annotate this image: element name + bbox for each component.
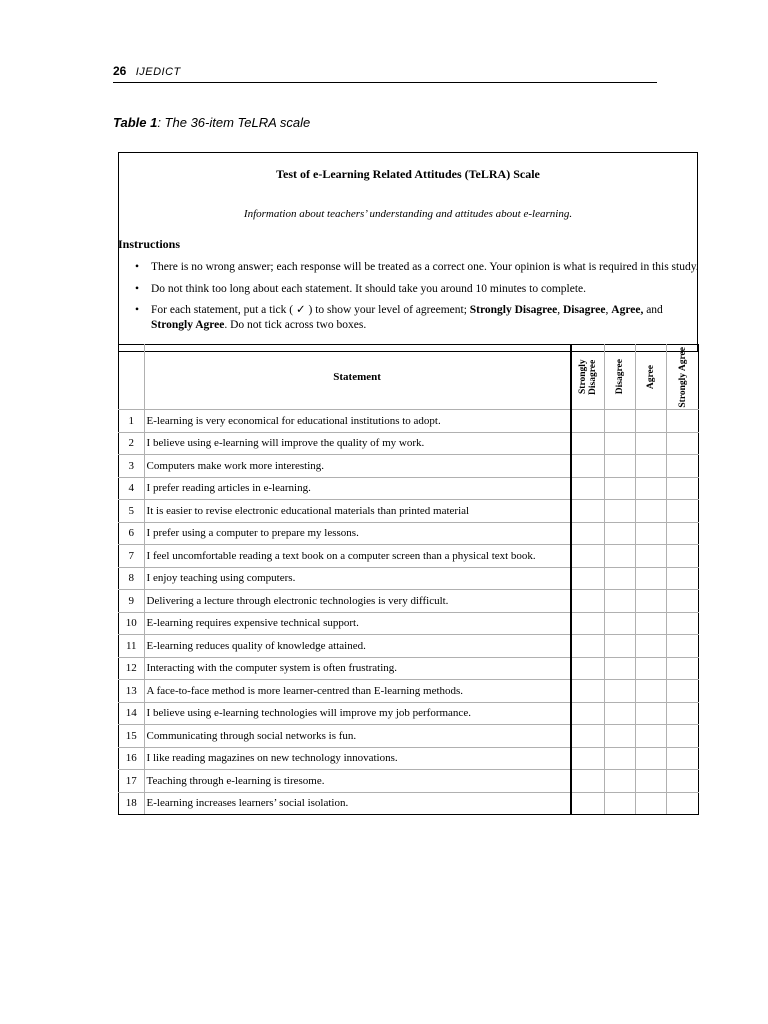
strongly-disagree-cell[interactable] [571, 432, 604, 455]
label-strongly-agree: Strongly Agree [151, 319, 225, 331]
disagree-label: Disagree [614, 359, 625, 395]
row-statement-cell [144, 770, 571, 793]
row-number: 13 [119, 680, 145, 703]
row-statement: E-learning increases learners’ social isolation. [146, 797, 349, 810]
disagree-cell[interactable] [604, 545, 635, 568]
strongly-disagree-cell[interactable] [571, 612, 604, 635]
strongly-disagree-cell[interactable] [571, 567, 604, 590]
row-statement-cell [144, 680, 571, 703]
agree-label: Agree [646, 364, 657, 390]
table-caption [113, 115, 310, 130]
strongly-disagree-cell[interactable] [571, 590, 604, 613]
instructions-box [118, 152, 698, 352]
table-row [119, 725, 699, 748]
row-statement: Communicating through social networks is fun. [146, 729, 357, 742]
bullet-icon: • [135, 304, 140, 316]
strongly-agree-cell[interactable] [667, 702, 699, 725]
strongly-agree-cell[interactable] [667, 770, 699, 793]
agree-header [635, 345, 666, 410]
disagree-header [604, 345, 635, 410]
strongly-agree-cell[interactable] [667, 567, 699, 590]
instruction-text-3-end: . Do not tick across two boxes. [224, 319, 367, 331]
agree-cell[interactable] [635, 522, 666, 545]
sep-1: , [557, 304, 563, 316]
bullet-icon: • [135, 283, 140, 295]
row-statement-cell [144, 747, 571, 770]
row-number: 3 [119, 455, 145, 478]
row-number: 4 [119, 477, 145, 500]
strongly-disagree-cell[interactable] [571, 792, 604, 815]
table-row [119, 792, 699, 815]
table-row [119, 702, 699, 725]
row-statement: I like reading magazines on new technology innovations. [146, 752, 398, 765]
strongly-agree-cell[interactable] [667, 477, 699, 500]
instructions-list [133, 257, 703, 334]
label-strongly-disagree: Strongly Disagree [469, 304, 558, 316]
table-row [119, 747, 699, 770]
row-statement: Delivering a lecture through electronic technologies is very difficult. [146, 594, 449, 607]
agree-cell[interactable] [635, 500, 666, 523]
strongly-disagree-cell[interactable] [571, 747, 604, 770]
row-statement-cell [144, 455, 571, 478]
agree-cell[interactable] [635, 477, 666, 500]
agree-cell[interactable] [635, 612, 666, 635]
row-statement-cell [144, 725, 571, 748]
disagree-cell[interactable] [604, 702, 635, 725]
table-row [119, 545, 699, 568]
row-number: 11 [119, 635, 145, 658]
strongly-agree-cell[interactable] [667, 410, 699, 433]
table-row [119, 680, 699, 703]
strongly-disagree-label: Strongly Disagree [577, 359, 598, 395]
disagree-cell[interactable] [604, 612, 635, 635]
agree-cell[interactable] [635, 455, 666, 478]
row-number: 5 [119, 500, 145, 523]
row-statement: I enjoy teaching using computers. [146, 572, 296, 585]
instruction-item [133, 303, 703, 333]
strongly-agree-cell[interactable] [667, 455, 699, 478]
strongly-disagree-cell[interactable] [571, 725, 604, 748]
agree-cell[interactable] [635, 792, 666, 815]
agree-cell[interactable] [635, 545, 666, 568]
caption-text: : The 36-item TeLRA scale [157, 115, 311, 130]
label-agree: Agree, [611, 304, 644, 316]
strongly-disagree-cell[interactable] [571, 702, 604, 725]
row-number: 12 [119, 657, 145, 680]
strongly-disagree-cell[interactable] [571, 410, 604, 433]
agree-cell[interactable] [635, 725, 666, 748]
agree-cell[interactable] [635, 680, 666, 703]
disagree-cell[interactable] [604, 770, 635, 793]
table-row [119, 635, 699, 658]
agree-cell[interactable] [635, 770, 666, 793]
disagree-cell[interactable] [604, 567, 635, 590]
row-statement: A face-to-face method is more learner-centred than E-learning methods. [146, 684, 464, 697]
disagree-cell[interactable] [604, 522, 635, 545]
label-disagree: Disagree [562, 304, 606, 316]
row-number: 18 [119, 792, 145, 815]
instruction-text-1: There is no wrong answer; each response will be treated as a correct one. Your opinion is what is required in this study. [151, 261, 699, 273]
row-statement-cell [144, 590, 571, 613]
strongly-disagree-cell[interactable] [571, 545, 604, 568]
row-statement-cell [144, 567, 571, 590]
bullet-icon: • [135, 261, 140, 273]
strongly-agree-cell[interactable] [667, 612, 699, 635]
row-number: 7 [119, 545, 145, 568]
strongly-agree-cell[interactable] [667, 747, 699, 770]
scale-table [118, 344, 699, 815]
row-statement: E-learning reduces quality of knowledge attained. [146, 639, 366, 652]
row-statement: Computers make work more interesting. [146, 459, 325, 472]
strongly-agree-cell[interactable] [667, 590, 699, 613]
row-statement: I feel uncomfortable reading a text book on a computer screen than a physical text book. [146, 549, 536, 562]
row-statement-cell [144, 410, 571, 433]
agree-cell[interactable] [635, 657, 666, 680]
row-statement-cell [144, 612, 571, 635]
agree-cell[interactable] [635, 432, 666, 455]
strongly-agree-cell[interactable] [667, 432, 699, 455]
row-number: 15 [119, 725, 145, 748]
row-statement-cell [144, 657, 571, 680]
page-number: 26 [113, 64, 127, 78]
row-number: 17 [119, 770, 145, 793]
table-row [119, 770, 699, 793]
strongly-disagree-cell[interactable] [571, 770, 604, 793]
table-row [119, 657, 699, 680]
table-header-row [119, 345, 699, 410]
strongly-disagree-cell[interactable] [571, 477, 604, 500]
agree-cell[interactable] [635, 410, 666, 433]
strongly-agree-cell[interactable] [667, 680, 699, 703]
table-row [119, 590, 699, 613]
strongly-agree-cell[interactable] [667, 500, 699, 523]
row-statement: I believe using e-learning will improve the quality of my work. [146, 437, 425, 450]
disagree-cell[interactable] [604, 455, 635, 478]
row-statement: E-learning is very economical for educational institutions to adopt. [146, 414, 441, 427]
disagree-cell[interactable] [604, 477, 635, 500]
table-row [119, 567, 699, 590]
row-statement-cell [144, 792, 571, 815]
strongly-agree-cell[interactable] [667, 522, 699, 545]
row-statement: Interacting with the computer system is often frustrating. [146, 662, 398, 675]
strongly-agree-cell[interactable] [667, 545, 699, 568]
agree-cell[interactable] [635, 702, 666, 725]
agree-cell[interactable] [635, 635, 666, 658]
row-statement: E-learning requires expensive technical support. [146, 617, 359, 630]
strongly-disagree-cell[interactable] [571, 635, 604, 658]
strongly-disagree-header [571, 345, 604, 410]
strongly-disagree-cell[interactable] [571, 657, 604, 680]
table-body [119, 410, 699, 815]
disagree-cell[interactable] [604, 432, 635, 455]
disagree-cell[interactable] [604, 792, 635, 815]
sep-2: , [605, 304, 612, 316]
statement-header: Statement [144, 345, 571, 410]
row-statement-cell [144, 545, 571, 568]
row-statement: I prefer reading articles in e-learning. [146, 482, 311, 495]
table-row [119, 477, 699, 500]
disagree-cell[interactable] [604, 657, 635, 680]
table-row [119, 410, 699, 433]
instruction-item [133, 279, 703, 300]
number-header [119, 345, 145, 410]
strongly-agree-cell[interactable] [667, 725, 699, 748]
disagree-cell[interactable] [604, 500, 635, 523]
row-statement: It is easier to revise electronic educational materials than printed material [146, 504, 470, 517]
and-text: and [643, 304, 663, 316]
disagree-cell[interactable] [604, 590, 635, 613]
row-statement: I believe using e-learning technologies will improve my job performance. [146, 707, 471, 720]
row-number: 2 [119, 432, 145, 455]
row-number: 1 [119, 410, 145, 433]
journal-name: IJEDICT [135, 66, 181, 78]
row-number: 14 [119, 702, 145, 725]
table-row [119, 455, 699, 478]
strongly-agree-label: Strongly Agree [677, 346, 688, 408]
row-statement-cell [144, 477, 571, 500]
row-number: 9 [119, 590, 145, 613]
agree-cell[interactable] [635, 567, 666, 590]
disagree-cell[interactable] [604, 635, 635, 658]
row-number: 10 [119, 612, 145, 635]
row-statement-cell [144, 702, 571, 725]
disagree-cell[interactable] [604, 680, 635, 703]
table-row [119, 500, 699, 523]
row-number: 6 [119, 522, 145, 545]
row-statement: Teaching through e-learning is tiresome. [146, 774, 325, 787]
strongly-disagree-cell[interactable] [571, 500, 604, 523]
caption-label: Table 1 [113, 115, 158, 130]
instruction-item [133, 257, 703, 278]
disagree-cell[interactable] [604, 410, 635, 433]
row-statement: I prefer using a computer to prepare my lessons. [146, 527, 359, 540]
strongly-disagree-cell[interactable] [571, 522, 604, 545]
row-number: 8 [119, 567, 145, 590]
strongly-agree-cell[interactable] [667, 657, 699, 680]
agree-cell[interactable] [635, 590, 666, 613]
strongly-agree-cell[interactable] [667, 792, 699, 815]
instruction-text-3: For each statement, put a tick ( ✓ ) to show your level of agreement; [151, 304, 470, 316]
strongly-agree-header [667, 345, 699, 410]
page-header [113, 64, 657, 83]
disagree-cell[interactable] [604, 747, 635, 770]
strongly-disagree-cell[interactable] [571, 680, 604, 703]
table-row [119, 612, 699, 635]
row-statement-cell [144, 635, 571, 658]
instruction-text-2: Do not think too long about each statement. It should take you around 10 minutes to complete. [151, 283, 587, 295]
row-statement-cell [144, 432, 571, 455]
row-number: 16 [119, 747, 145, 770]
table-row [119, 522, 699, 545]
instructions-heading: Instructions [118, 237, 181, 251]
strongly-agree-cell[interactable] [667, 635, 699, 658]
row-statement-cell [144, 522, 571, 545]
disagree-cell[interactable] [604, 725, 635, 748]
agree-cell[interactable] [635, 747, 666, 770]
row-statement-cell [144, 500, 571, 523]
table-row [119, 432, 699, 455]
strongly-disagree-cell[interactable] [571, 455, 604, 478]
scale-title: Test of e-Learning Related Attitudes (TeLRA) Scale [276, 167, 540, 181]
scale-subtitle: Information about teachers’ understanding and attitudes about e-learning. [243, 208, 573, 220]
